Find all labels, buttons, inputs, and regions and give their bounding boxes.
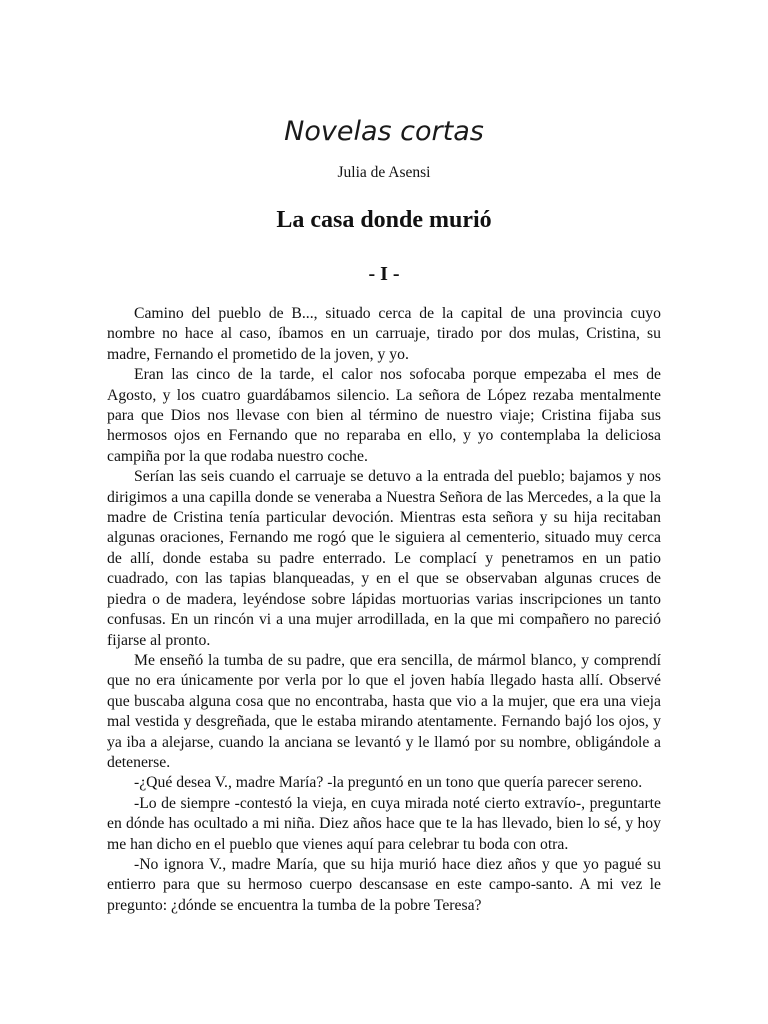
book-title: Novelas cortas [284,116,484,147]
paragraph: -¿Qué desea V., madre María? -la preguntó en un tono que quería parecer sereno. [134,774,643,792]
paragraph: Eran las cinco de la tarde, el calor nos sofocaba porque empezaba el mes de Agosto, y los cuatro guardábamos silencio. La señora de López rezaba mentalmente para que Dios nos llevase con bien al término de nuestro viaje; Cristina fijaba sus hermosos ojos en Fernando que no reparaba en ello, y yo contemplaba la deliciosa campiña por la que rodaba nuestro coche. [107,366,661,465]
paragraph: -No ignora V., madre María, que su hija murió hace diez años y que yo pagué su entierro para que su hermoso cuerpo descansase en este campo-santo. A mi vez le pregunto: ¿dónde se encuentra la tumba de la pobre Teresa? [107,855,661,914]
paragraph: -Lo de siempre -contestó la vieja, en cuya mirada noté cierto extravío-, preguntarte en dónde has ocultado a mi niña. Diez años hace que te la has llevado, bien lo sé, y hoy me han dicho en el pueblo que vienes aquí para celebrar tu boda con otra. [107,794,661,853]
story-title: La casa donde murió [276,207,492,233]
chapter-heading: - I - [368,263,400,285]
paragraph: Camino del pueblo de B..., situado cerca de la capital de una provincia cuyo nombre no hace al caso, íbamos en un carruaje, tirado por dos mulas, Cristina, su madre, Fernando el prometido de la joven, y yo. [107,305,661,363]
paragraph: Me enseñó la tumba de su padre, que era sencilla, de mármol blanco, y comprendí que no era únicamente por verla por lo que el joven había llegado hasta allí. Observé que buscaba alguna cosa que no encontraba, hasta que vio a la mujer, que era una vieja mal vestida y desgreñada, que le estaba mirando atentamente. Fernando bajó los ojos, y ya iba a alejarse, cuando la anciana se levantó y le llamó por su nombre, obligándole a detenerse. [107,651,661,771]
paragraph: Serían las seis cuando el carruaje se detuvo a la entrada del pueblo; bajamos y nos dirigimos a una capilla donde se veneraba a Nuestra Señora de las Mercedes, a la que la madre de Cristina tenía particular devoción. Mientras esta señora y su hija recitaban algunas oraciones, Fernando me rogó que le siguiera al cementerio, situado muy cerca de allí, donde estaba su padre enterrado. Le complací y penetramos en un patio cuadrado, con las tapias blanqueadas, y en el que se observaban algunas cruces de piedra o de madera, leyéndose sobre lápidas mortuorias varias inscripciones un tanto confusas. En un rincón vi a una mujer arrodillada, en la que mi compañero no pareció fijarse al pronto. [107,468,661,649]
body-text [107,304,661,916]
author-name: Julia de Asensi [337,164,431,181]
